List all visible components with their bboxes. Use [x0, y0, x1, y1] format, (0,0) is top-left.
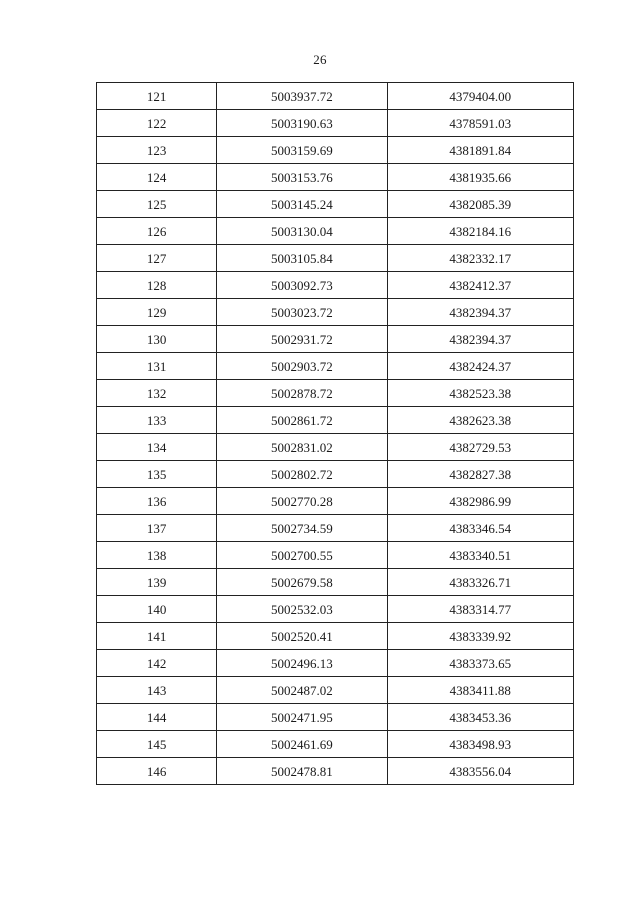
x-coordinate-cell: 5002487.02: [217, 677, 387, 704]
point-number-cell: 134: [97, 434, 217, 461]
y-coordinate-cell: 4382332.17: [387, 245, 573, 272]
y-coordinate-cell: 4382424.37: [387, 353, 573, 380]
table-row: [97, 515, 574, 542]
point-number-cell: 124: [97, 164, 217, 191]
y-coordinate-cell: 4381935.66: [387, 164, 573, 191]
point-number-cell: 141: [97, 623, 217, 650]
y-coordinate-cell: 4378591.03: [387, 110, 573, 137]
table-row: [97, 326, 574, 353]
x-coordinate-cell: 5003105.84: [217, 245, 387, 272]
table-row: [97, 245, 574, 272]
point-number-cell: 125: [97, 191, 217, 218]
y-coordinate-cell: 4382184.16: [387, 218, 573, 245]
y-coordinate-cell: 4383340.51: [387, 542, 573, 569]
x-coordinate-cell: 5002700.55: [217, 542, 387, 569]
y-coordinate-cell: 4383453.36: [387, 704, 573, 731]
point-number-cell: 142: [97, 650, 217, 677]
table-row: [97, 596, 574, 623]
y-coordinate-cell: 4383556.04: [387, 758, 573, 785]
x-coordinate-cell: 5003190.63: [217, 110, 387, 137]
x-coordinate-cell: 5002679.58: [217, 569, 387, 596]
table-row: [97, 623, 574, 650]
y-coordinate-cell: 4383339.92: [387, 623, 573, 650]
table-row: [97, 218, 574, 245]
table-row: [97, 650, 574, 677]
coordinate-table-body: [97, 83, 574, 785]
point-number-cell: 122: [97, 110, 217, 137]
point-number-cell: 123: [97, 137, 217, 164]
point-number-cell: 140: [97, 596, 217, 623]
point-number-cell: 138: [97, 542, 217, 569]
x-coordinate-cell: 5003023.72: [217, 299, 387, 326]
x-coordinate-cell: 5002461.69: [217, 731, 387, 758]
x-coordinate-cell: 5002734.59: [217, 515, 387, 542]
x-coordinate-cell: 5003092.73: [217, 272, 387, 299]
x-coordinate-cell: 5002903.72: [217, 353, 387, 380]
x-coordinate-cell: 5002831.02: [217, 434, 387, 461]
point-number-cell: 133: [97, 407, 217, 434]
table-row: [97, 569, 574, 596]
y-coordinate-cell: 4382827.38: [387, 461, 573, 488]
x-coordinate-cell: 5002770.28: [217, 488, 387, 515]
table-row: [97, 758, 574, 785]
table-row: [97, 110, 574, 137]
x-coordinate-cell: 5003145.24: [217, 191, 387, 218]
y-coordinate-cell: 4383373.65: [387, 650, 573, 677]
table-row: [97, 704, 574, 731]
table-row: [97, 488, 574, 515]
y-coordinate-cell: 4382623.38: [387, 407, 573, 434]
x-coordinate-cell: 5002861.72: [217, 407, 387, 434]
x-coordinate-cell: 5003937.72: [217, 83, 387, 110]
x-coordinate-cell: 5003159.69: [217, 137, 387, 164]
point-number-cell: 137: [97, 515, 217, 542]
point-number-cell: 131: [97, 353, 217, 380]
table-row: [97, 353, 574, 380]
table-row: [97, 380, 574, 407]
point-number-cell: 146: [97, 758, 217, 785]
y-coordinate-cell: 4383314.77: [387, 596, 573, 623]
x-coordinate-cell: 5002496.13: [217, 650, 387, 677]
table-row: [97, 677, 574, 704]
table-row: [97, 272, 574, 299]
table-row: [97, 83, 574, 110]
table-row: [97, 434, 574, 461]
x-coordinate-cell: 5002471.95: [217, 704, 387, 731]
y-coordinate-cell: 4382412.37: [387, 272, 573, 299]
x-coordinate-cell: 5002532.03: [217, 596, 387, 623]
point-number-cell: 143: [97, 677, 217, 704]
table-row: [97, 542, 574, 569]
y-coordinate-cell: 4382394.37: [387, 299, 573, 326]
point-number-cell: 121: [97, 83, 217, 110]
table-row: [97, 731, 574, 758]
table-row: [97, 191, 574, 218]
table-row: [97, 407, 574, 434]
y-coordinate-cell: 4379404.00: [387, 83, 573, 110]
y-coordinate-cell: 4382729.53: [387, 434, 573, 461]
point-number-cell: 136: [97, 488, 217, 515]
point-number-cell: 139: [97, 569, 217, 596]
y-coordinate-cell: 4382986.99: [387, 488, 573, 515]
x-coordinate-cell: 5002931.72: [217, 326, 387, 353]
x-coordinate-cell: 5002520.41: [217, 623, 387, 650]
x-coordinate-cell: 5003130.04: [217, 218, 387, 245]
point-number-cell: 145: [97, 731, 217, 758]
coordinate-table: [96, 82, 574, 785]
table-row: [97, 461, 574, 488]
x-coordinate-cell: 5002878.72: [217, 380, 387, 407]
y-coordinate-cell: 4382394.37: [387, 326, 573, 353]
point-number-cell: 129: [97, 299, 217, 326]
table-row: [97, 164, 574, 191]
x-coordinate-cell: 5002802.72: [217, 461, 387, 488]
y-coordinate-cell: 4381891.84: [387, 137, 573, 164]
point-number-cell: 130: [97, 326, 217, 353]
y-coordinate-cell: 4383346.54: [387, 515, 573, 542]
table-row: [97, 137, 574, 164]
point-number-cell: 127: [97, 245, 217, 272]
point-number-cell: 132: [97, 380, 217, 407]
point-number-cell: 128: [97, 272, 217, 299]
y-coordinate-cell: 4383411.88: [387, 677, 573, 704]
y-coordinate-cell: 4382085.39: [387, 191, 573, 218]
y-coordinate-cell: 4382523.38: [387, 380, 573, 407]
point-number-cell: 126: [97, 218, 217, 245]
point-number-cell: 144: [97, 704, 217, 731]
x-coordinate-cell: 5003153.76: [217, 164, 387, 191]
y-coordinate-cell: 4383326.71: [387, 569, 573, 596]
y-coordinate-cell: 4383498.93: [387, 731, 573, 758]
x-coordinate-cell: 5002478.81: [217, 758, 387, 785]
table-row: [97, 299, 574, 326]
point-number-cell: 135: [97, 461, 217, 488]
page-number: 26: [313, 52, 327, 67]
